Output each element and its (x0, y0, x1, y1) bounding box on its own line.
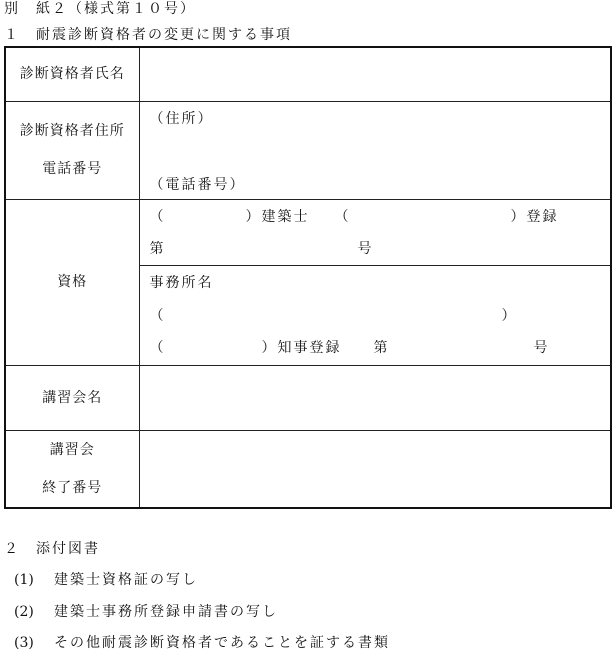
course-label: 講習会名 (42, 389, 103, 406)
name-label-cell (5, 47, 139, 101)
phone-hint: （電話番号） (149, 176, 246, 193)
name-row (5, 47, 611, 101)
qualification-row-top (5, 199, 611, 265)
completion-row (5, 430, 611, 508)
name-value-cell[interactable] (139, 47, 611, 101)
section-2-title: ２ 添付図書 (4, 541, 100, 557)
course-row (5, 365, 611, 430)
name-label: 診断資格者氏名 (19, 66, 125, 83)
governor-registration-line: （ ）知事登録 第 号 (149, 339, 550, 356)
section-1-title: １ 耐震診断資格者の変更に関する事項 (4, 27, 292, 43)
address-hint: （住所） (149, 110, 214, 127)
office-cell[interactable] (139, 265, 611, 365)
attachment-label: 別 紙２（様式第１０号） (4, 1, 196, 17)
attachment-item-number: (1) (14, 572, 34, 588)
address-row (5, 101, 611, 199)
attachment-item-text: 建築士事務所登録申請書の写し (54, 604, 278, 620)
attachment-item-number: (3) (14, 635, 34, 651)
architect-line: （ ）建築士 （ ）登録 (149, 208, 559, 225)
registration-number-line: 第 号 (149, 240, 374, 257)
completion-label-cell (5, 430, 139, 508)
attachment-item-number: (2) (14, 604, 34, 620)
completion-label-line1: 講習会 (49, 441, 95, 458)
office-name-label: 事務所名 (149, 274, 214, 291)
form-table (4, 46, 612, 509)
completion-value-cell[interactable] (139, 430, 611, 508)
qualification-label-cell (5, 199, 139, 365)
address-value-cell[interactable] (139, 101, 611, 199)
address-label-cell (5, 101, 139, 199)
address-label: 診断資格者住所 (19, 123, 125, 139)
office-name-paren: （ ） (149, 307, 518, 324)
completion-label-line2: 終了番号 (42, 479, 103, 496)
qualification-label: 資格 (57, 274, 88, 290)
course-value-cell[interactable] (139, 365, 611, 430)
course-label-cell (5, 365, 139, 430)
phone-label: 電話番号 (42, 161, 103, 177)
architect-cell[interactable] (139, 199, 611, 265)
attachment-item-text: その他耐震診断資格者であることを証する書類 (54, 635, 390, 651)
attachment-item-text: 建築士資格証の写し (54, 572, 198, 588)
